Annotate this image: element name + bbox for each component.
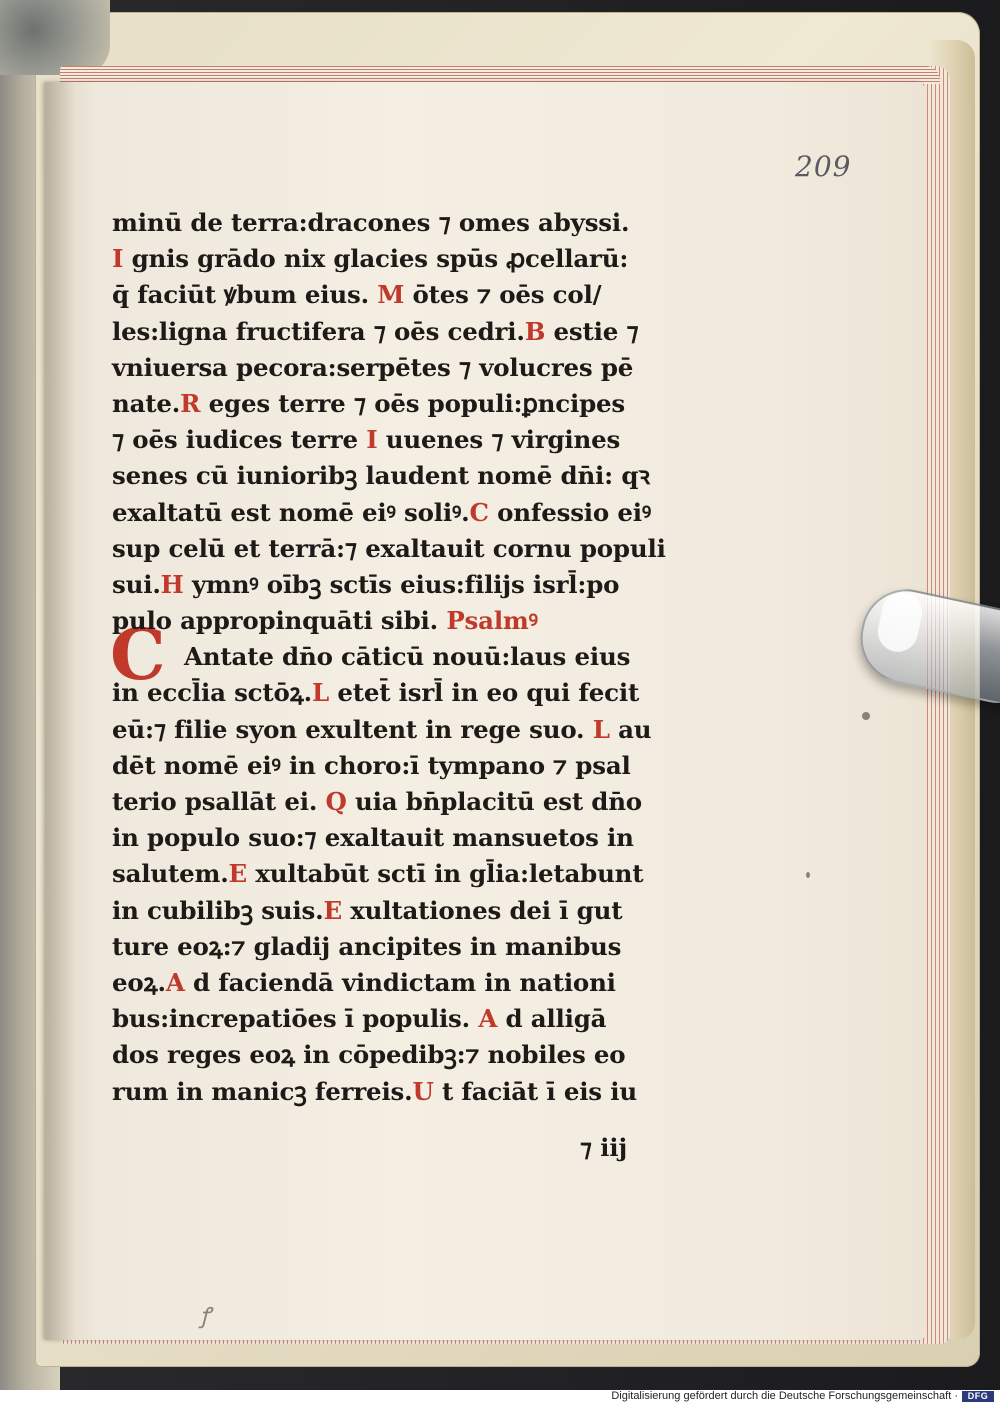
text-line <box>112 893 712 929</box>
text-run: bus:increpatiōes ī populis. <box>112 1004 479 1034</box>
text-line <box>112 241 712 277</box>
text-run: q̄ faciūt ꝟbum eius. <box>112 280 378 310</box>
footer-credit: Digitalisierung gefördert durch die Deutsche Forschungsgemeinschaft · <box>611 1390 958 1402</box>
text-run: xultationes dei ī gut <box>341 895 623 925</box>
text-run: senes cū iunioribꝫ laudent nomē dn̄i: qꝛ <box>112 461 650 491</box>
rubric-initial: E <box>323 895 342 925</box>
rubric-initial: A <box>478 1004 498 1034</box>
text-line <box>112 856 712 892</box>
text-run: rum in manicꝫ ferreis. <box>112 1076 413 1106</box>
text-line <box>112 205 712 241</box>
text-run: ⁊ oēs iudices terre <box>112 425 367 455</box>
text-run: in eccl̄ia sctōꝝ. <box>112 678 312 708</box>
text-line <box>112 495 712 531</box>
text-line <box>112 1001 712 1037</box>
text-line <box>112 820 712 856</box>
text-run: nate. <box>112 388 181 418</box>
text-run: eū:⁊ filie syon exultent in rege suo. <box>112 714 593 744</box>
rubric-initial: M <box>377 280 405 310</box>
text-run: terio psallāt ei. <box>112 787 326 816</box>
text-line <box>112 386 712 422</box>
text-run: estie ⁊ <box>545 316 639 346</box>
text-run: sup celū et terrā:⁊ exaltauit cornu populi <box>112 533 666 563</box>
text-run: dēt nomē eiꝰ in choro:ī tympano ⁊ psal <box>112 750 631 780</box>
folio-number: 209 <box>795 150 852 183</box>
text-run: uuenes ⁊ virgines <box>377 425 621 455</box>
text-run: t faciāt ī eis iu <box>433 1076 637 1106</box>
text-run: ymnꝰ oībꝫ sctīs eius:filijs isrl̄:po <box>183 569 620 599</box>
text-run: eges terre ⁊ oēs populi:ꝑncipes <box>200 388 626 418</box>
text-run: in cubilibꝫ suis. <box>112 895 324 925</box>
text-run: eoꝝ. <box>112 967 166 997</box>
rubric-initial: I <box>366 425 378 455</box>
dfg-logo: DFG <box>962 1391 994 1402</box>
text-line <box>112 458 712 494</box>
rubric-initial: R <box>180 388 201 418</box>
text-line <box>112 712 712 748</box>
text-line <box>112 1037 712 1073</box>
text-run: in populo suo:⁊ exaltauit mansuetos in <box>112 823 634 853</box>
text-line <box>112 567 712 603</box>
text-run: salutem. <box>112 859 229 889</box>
gutter-shadow <box>45 82 75 1340</box>
text-run: exaltatū est nomē eiꝰ soliꝰ. <box>112 497 470 527</box>
rubric-initial: E <box>228 859 248 889</box>
text-run: xultabūt sctī in gl̄ia:letabunt <box>247 859 644 889</box>
text-run: uia bn̄placitū est dn̄o <box>346 787 642 816</box>
text-run: ōtes ⁊ oēs col/ <box>404 280 602 310</box>
text-line <box>112 639 712 675</box>
text-run: les:ligna fructifera ⁊ oēs cedri. <box>112 316 525 346</box>
text-line <box>112 531 712 567</box>
text-line <box>112 350 712 386</box>
rubric-initial: L <box>311 678 329 708</box>
text-run: etet̄ isrl̄ in eo qui fecit <box>328 678 640 708</box>
text-run: d faciendā vindictam in nationi <box>184 967 616 997</box>
paper-spot <box>806 872 810 878</box>
catchword: ⁊ iij <box>580 1133 628 1162</box>
binding-corner <box>0 0 110 75</box>
text-run: au <box>609 714 652 744</box>
text-line <box>112 748 712 784</box>
text-line <box>112 965 712 1001</box>
text-run: gnis grādo nix glacies spūs ꝓcellarū: <box>123 244 629 274</box>
text-line <box>112 603 712 639</box>
rubric-initial: A <box>165 967 185 997</box>
rubric-initial: U <box>412 1076 434 1106</box>
text-run: onfessio eiꝰ <box>488 497 652 527</box>
rubric-initial: Q <box>325 787 347 816</box>
text-line <box>112 1074 712 1110</box>
rubric-initial: I <box>112 244 124 274</box>
text-run: sui. <box>112 569 161 599</box>
text-run: pulo appropinquāti sibi. <box>112 606 447 636</box>
rubric-initial: C <box>469 497 489 527</box>
text-line <box>112 675 712 711</box>
text-line <box>112 277 712 313</box>
text-run: dos reges eoꝝ in cōpedibꝫ:⁊ nobiles eo <box>112 1040 626 1070</box>
margin-mark: ꝭ <box>200 1304 211 1329</box>
text-line <box>112 314 712 350</box>
rubric-initial: B <box>524 316 546 346</box>
text-run: d alligā <box>497 1004 607 1034</box>
text-line <box>112 929 712 965</box>
text-line <box>112 422 712 458</box>
rubric-initial: Psalmꝰ <box>446 606 538 636</box>
text-line <box>112 784 712 820</box>
text-run: minū de terra:dracones ⁊ omes abyssi. <box>112 208 630 237</box>
drop-cap: C <box>110 613 166 696</box>
paper-spot <box>862 712 870 720</box>
text-block <box>112 205 712 1110</box>
rubric-initial: H <box>160 569 184 599</box>
text-run: Antate dn̄o cāticū nouū:laus eius <box>184 642 631 672</box>
rubric-initial: L <box>592 714 610 744</box>
text-run: vniuersa pecora:serpētes ⁊ volucres pē <box>112 352 634 382</box>
text-run: ture eoꝝ:⁊ gladij ancipites in manibus <box>112 931 622 961</box>
